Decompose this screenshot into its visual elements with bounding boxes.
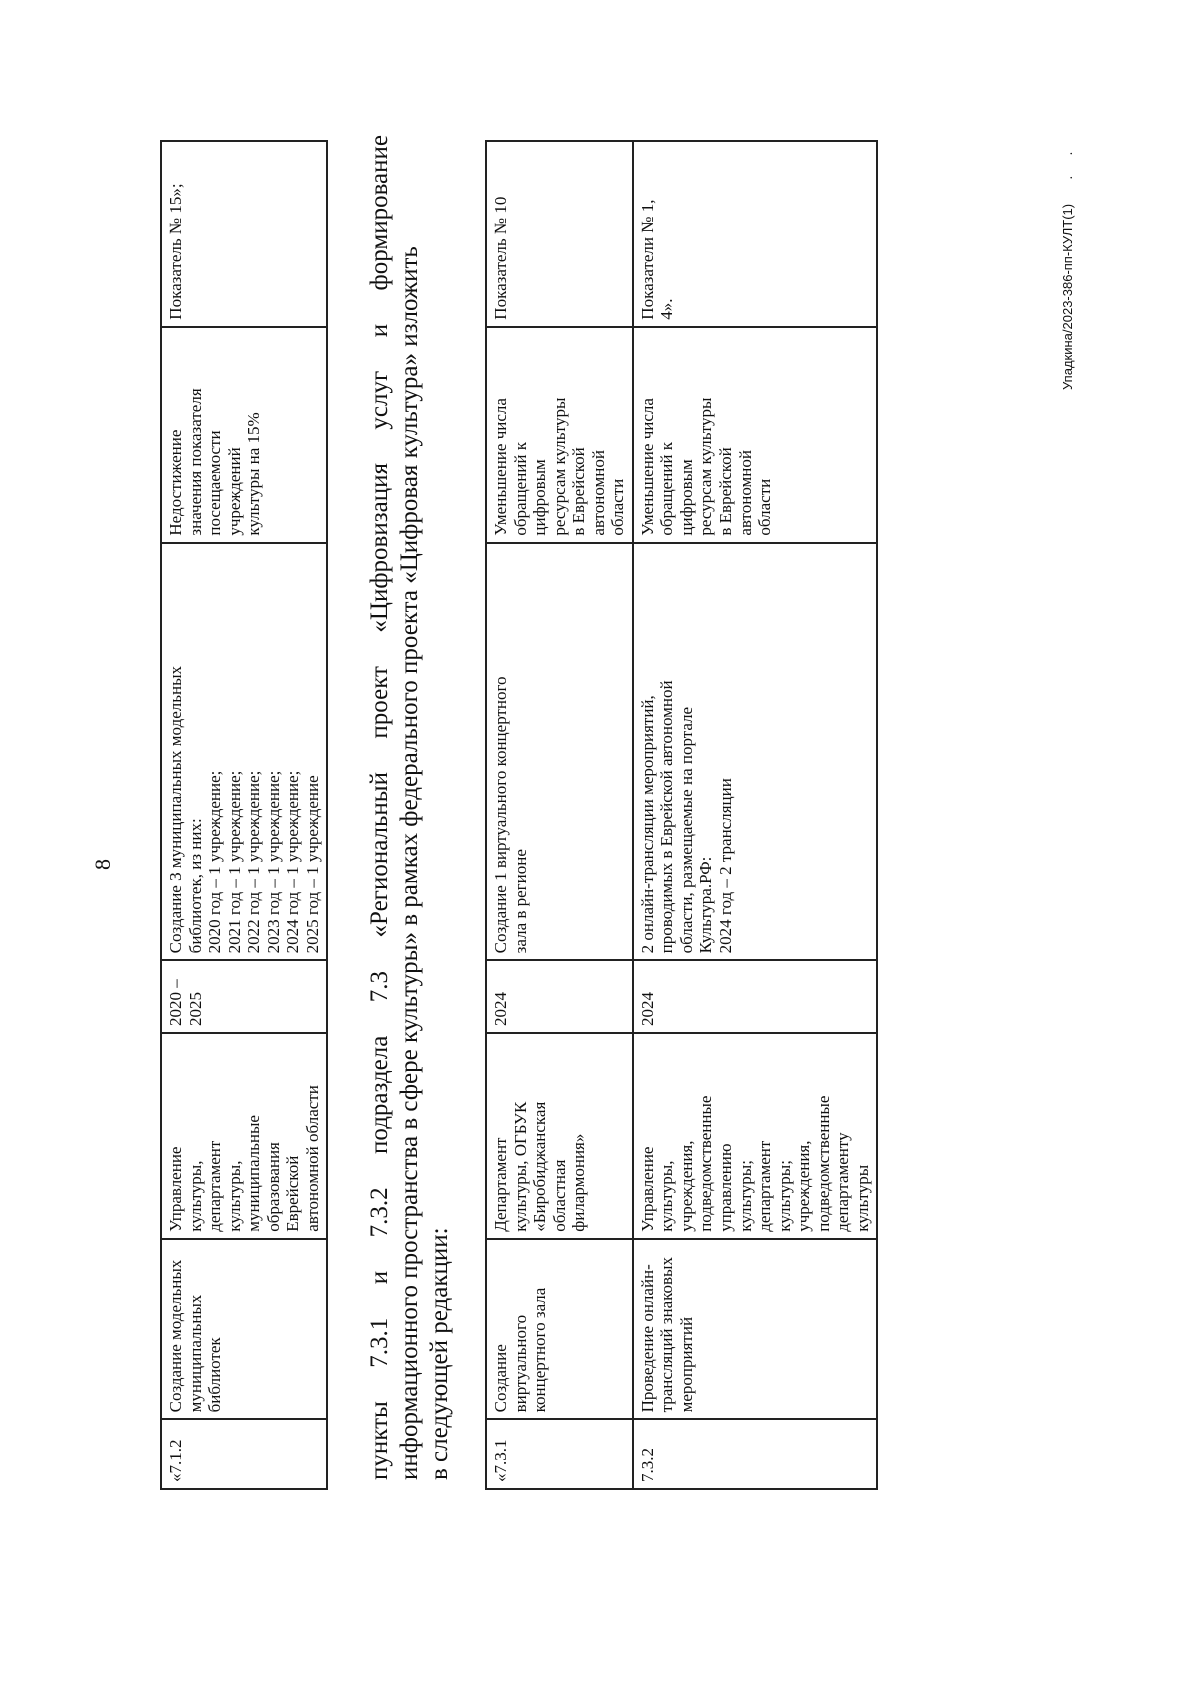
- cell-text-line: 2020 –: [166, 979, 185, 1026]
- cell-text-line: областная: [549, 1159, 569, 1232]
- cell-text-line: Департамент: [491, 1137, 510, 1232]
- cell-text-line: цифровым: [676, 459, 696, 536]
- cell-result: [161, 543, 327, 961]
- cell-text-line: Проведение онлайн-: [637, 1264, 657, 1413]
- cell-text-line: 2022 год – 1 учреждение;: [244, 770, 264, 954]
- cell-period: [161, 960, 327, 1033]
- cell-text-line: муниципальные: [244, 1115, 264, 1232]
- cell-text-line: «7.3.1: [491, 1439, 510, 1482]
- cell-text-line: образования: [263, 1142, 283, 1232]
- cell-indicator: [633, 141, 878, 327]
- cell-text-line: филармония»: [569, 1133, 589, 1232]
- cell-text-line: департамент: [205, 1140, 225, 1232]
- cell-executor: [161, 1033, 327, 1239]
- cell-text-line: культуры,: [657, 1160, 677, 1232]
- cell-consequences: [161, 327, 327, 543]
- cell-text-line: учреждения,: [676, 1140, 696, 1232]
- table-row: [486, 141, 633, 1489]
- cell-name: [486, 1239, 633, 1420]
- cell-text-line: 2020 год – 1 учреждение;: [205, 770, 225, 954]
- cell-text-line: библиотек: [205, 1337, 225, 1413]
- cell-text-line: Уменьшение числа: [491, 398, 510, 536]
- cell-text-line: посещаемости: [205, 430, 225, 536]
- cell-text-line: Создание: [491, 1344, 510, 1413]
- cell-text-line: 7.3.2: [637, 1448, 657, 1482]
- cell-text-line: обращений к: [657, 441, 677, 536]
- cell-text-line: области: [755, 478, 775, 536]
- scan-dots: · ·: [1065, 143, 1080, 180]
- paragraph-line-3: в следующей редакции:: [426, 1227, 453, 1480]
- cell-executor: [633, 1033, 878, 1239]
- cell-text-line: ресурсам культуры: [696, 397, 716, 536]
- cell-period: [486, 960, 633, 1033]
- cell-text-line: Еврейской: [283, 1155, 303, 1232]
- table-row: [633, 141, 878, 1489]
- table-row: [161, 141, 327, 1489]
- cell-text-line: 2024 год – 2 трансляции: [716, 778, 736, 954]
- cell-text-line: Уменьшение числа: [637, 398, 657, 536]
- cell-text-line: зала в регионе: [510, 849, 530, 954]
- cell-text-line: Недостижение: [166, 429, 185, 536]
- cell-text-line: Показатель № 10: [491, 196, 510, 320]
- cell-text-line: культуры: [852, 1164, 872, 1232]
- cell-text-line: 2024: [491, 991, 510, 1026]
- cell-text-line: обращений к: [510, 441, 530, 536]
- cell-text-line: автономной: [588, 450, 608, 536]
- cell-text-line: управлению: [716, 1143, 736, 1232]
- cell-text-line: Создание 1 виртуального концертного: [491, 676, 510, 954]
- cell-text-line: проводимых в Еврейской автономной: [657, 680, 677, 954]
- cell-text-line: учреждений: [224, 447, 244, 536]
- cell-period: [633, 960, 878, 1033]
- cell-text-line: области, размещаемые на портале: [676, 706, 696, 954]
- cell-text-line: в Еврейской: [569, 447, 589, 536]
- cell-text-line: 2025: [185, 991, 205, 1026]
- cell-text-line: культуры на 15%: [244, 412, 264, 536]
- cell-text-line: виртуального: [510, 1314, 530, 1413]
- cell-text-line: трансляций знаковых: [657, 1257, 677, 1413]
- cell-text-line: в Еврейской: [716, 447, 736, 536]
- cell-text-line: 4».: [657, 298, 677, 320]
- document-footer-code: Упадкина/2023-386-пп-КУЛТ(1): [1060, 203, 1075, 390]
- table-measures-7-1: [160, 140, 328, 1490]
- cell-text-line: области: [608, 478, 628, 536]
- cell-text-line: культуры, ОГБУК: [510, 1101, 530, 1232]
- cell-text-line: Управление: [637, 1146, 657, 1232]
- cell-text-line: культуры,: [224, 1160, 244, 1232]
- cell-text-line: мероприятий: [676, 1316, 696, 1413]
- cell-text-line: Показатели № 1,: [637, 199, 657, 320]
- amendment-paragraph: [365, 135, 455, 1480]
- cell-text-line: автономной: [735, 450, 755, 536]
- cell-text-line: 2 онлайн-трансляции мероприятий,: [637, 695, 657, 954]
- cell-text-line: библиотек, из них:: [185, 818, 205, 954]
- cell-text-line: культуры;: [735, 1160, 755, 1232]
- cell-text-line: автономной области: [302, 1085, 322, 1232]
- cell-text-line: «7.1.2: [166, 1439, 185, 1482]
- cell-text-line: 2024 год – 1 учреждение;: [283, 770, 303, 954]
- rotated-page: [80, 70, 1120, 1570]
- cell-text-line: подведомственные: [813, 1095, 833, 1232]
- cell-text-line: Создание модельных: [166, 1259, 185, 1413]
- cell-num: [161, 1419, 327, 1489]
- cell-text-line: значения показателя: [185, 388, 205, 536]
- cell-text-line: 2025 год – 1 учреждение: [302, 775, 322, 954]
- cell-text-line: Показатель № 15»;: [166, 183, 185, 320]
- cell-indicator: [161, 141, 327, 327]
- cell-text-line: муниципальных: [185, 1294, 205, 1413]
- cell-num: [486, 1419, 633, 1489]
- cell-text-line: 2023 год – 1 учреждение;: [263, 770, 283, 954]
- cell-text-line: департаменту: [833, 1132, 853, 1232]
- cell-text-line: ресурсам культуры: [549, 397, 569, 536]
- cell-name: [161, 1239, 327, 1420]
- page-number: 8: [90, 859, 115, 870]
- cell-text-line: концертного зала: [530, 1287, 550, 1413]
- cell-text-line: Культура.РФ:: [696, 856, 716, 954]
- cell-result: [486, 543, 633, 961]
- cell-text-line: культуры;: [774, 1160, 794, 1232]
- cell-consequences: [486, 327, 633, 543]
- cell-consequences: [633, 327, 878, 543]
- table-measures-7-3: [485, 140, 878, 1490]
- cell-indicator: [486, 141, 633, 327]
- paragraph-line-2: информационного пространства в сфере культуры» в рамках федерального проекта «Цифровая культура» изложить: [396, 246, 423, 1480]
- cell-text-line: Создание 3 муниципальных модельных: [166, 665, 185, 954]
- cell-text-line: департамент: [755, 1140, 775, 1232]
- cell-text-line: Управление: [166, 1146, 185, 1232]
- cell-text-line: 2021 год – 1 учреждение;: [224, 770, 244, 954]
- cell-text-line: цифровым: [530, 459, 550, 536]
- cell-text-line: подведомственные: [696, 1095, 716, 1232]
- cell-name: [633, 1239, 878, 1420]
- cell-text-line: «Биробиджанская: [530, 1101, 550, 1232]
- paragraph-line-1: пункты 7.3.1 и 7.3.2 подраздела 7.3 «Региональный проект «Цифровизация услуг и формирование: [366, 135, 393, 1480]
- cell-text-line: учреждения,: [794, 1140, 814, 1232]
- cell-num: [633, 1419, 878, 1489]
- cell-text-line: культуры,: [185, 1160, 205, 1232]
- cell-text-line: 2024: [637, 991, 657, 1026]
- cell-result: [633, 543, 878, 961]
- cell-executor: [486, 1033, 633, 1239]
